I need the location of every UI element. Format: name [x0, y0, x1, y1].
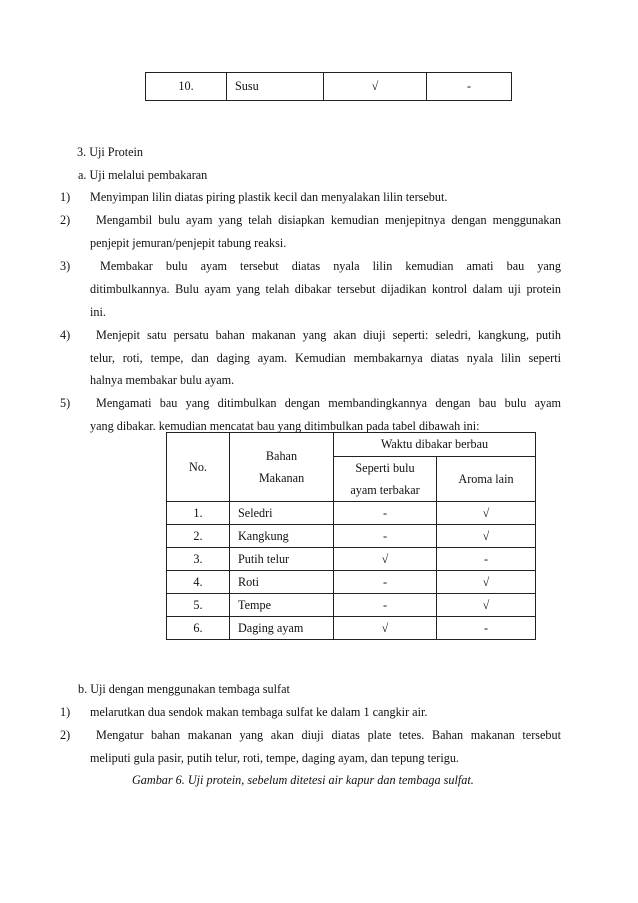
table-row: [167, 571, 536, 594]
step-number: 1): [60, 190, 71, 204]
cell-aroma: √: [437, 502, 536, 525]
cell-aroma: √: [437, 525, 536, 548]
cell-aroma: -: [437, 548, 536, 571]
table-row: [167, 594, 536, 617]
header-waktu: Waktu dibakar berbau: [334, 433, 536, 457]
header-bahan-line: Makanan: [258, 471, 305, 485]
cell-seperti: -: [334, 502, 437, 525]
cell-seperti: -: [334, 571, 437, 594]
step-text: Menyimpan lilin diatas piring plastik kecil dan menyalakan lilin tersebut.: [90, 190, 448, 204]
step-text: telur, roti, tempe, dan daging ayam. Kemudian membakarnya diatas nyala lilin seperti: [90, 351, 561, 365]
table-row: [146, 73, 512, 101]
cell-no: 2.: [167, 525, 230, 548]
cell-bahan: Tempe: [230, 594, 334, 617]
step-text: Mengatur bahan makanan yang akan diuji diatas plate tetes. Bahan makanan tersebut: [96, 728, 561, 742]
step-number: 2): [60, 728, 71, 742]
step-text: ini.: [90, 305, 106, 319]
cell-aroma: √: [437, 594, 536, 617]
odor-table: [166, 432, 536, 640]
table-cell: 10.: [146, 73, 227, 101]
header-aroma: Aroma lain: [437, 457, 536, 502]
step-text: halnya membakar bulu ayam.: [90, 373, 235, 387]
step-text: Mengamati bau yang ditimbulkan dengan membandingkannya dengan bau bulu ayam: [96, 396, 561, 410]
cell-bahan: Seledri: [230, 502, 334, 525]
table-cell: Susu: [227, 73, 324, 101]
header-bahan-line: Bahan: [265, 449, 298, 463]
step-number: 2): [60, 213, 71, 227]
header-bahan: [230, 433, 334, 502]
cell-no: 5.: [167, 594, 230, 617]
step-text: Membakar bulu ayam tersebut diatas nyala lilin kemudian amati bau yang: [100, 259, 561, 273]
step-text: meliputi gula pasir, putih telur, roti, tempe, daging ayam, dan tepung terigu.: [90, 751, 459, 765]
step-number: 1): [60, 705, 71, 719]
step-number: 5): [60, 396, 71, 410]
cell-aroma: -: [437, 617, 536, 640]
step-number: 4): [60, 328, 71, 342]
cell-aroma: √: [437, 571, 536, 594]
table-row: [167, 617, 536, 640]
cell-bahan: Daging ayam: [230, 617, 334, 640]
table-row: [167, 548, 536, 571]
step-text: yang dibakar. kemudian mencatat bau yang ditimbulkan pada tabel dibawah ini:: [90, 419, 480, 433]
cell-bahan: Kangkung: [230, 525, 334, 548]
cell-no: 6.: [167, 617, 230, 640]
cell-seperti: -: [334, 525, 437, 548]
table-header-row: [167, 433, 536, 457]
header-seperti-line: Seperti bulu: [355, 461, 415, 475]
step-text: penjepit jemuran/penjepit tabung reaksi.: [90, 236, 287, 250]
cell-no: 3.: [167, 548, 230, 571]
top-table: [145, 72, 512, 101]
step-text: Menjepit satu persatu bahan makanan yang akan diuji seperti: seledri, kangkung, putih: [96, 328, 561, 342]
table-cell: √: [324, 73, 427, 101]
step-number: 3): [60, 259, 71, 273]
cell-seperti: √: [334, 548, 437, 571]
figure-caption: Gambar 6. Uji protein, sebelum ditetesi air kapur dan tembaga sulfat.: [132, 773, 474, 787]
cell-no: 1.: [167, 502, 230, 525]
subsection-b-title: b. Uji dengan menggunakan tembaga sulfat: [78, 682, 290, 696]
header-no: No.: [167, 433, 230, 502]
step-text: Mengambil bulu ayam yang telah disiapkan kemudian menjepitnya dengan menggunakan: [96, 213, 561, 227]
table-row: [167, 502, 536, 525]
cell-bahan: Roti: [230, 571, 334, 594]
step-text: ditimbulkannya. Bulu ayam yang telah dibakar tersebut dijadikan kontrol dalam uji protein: [90, 282, 561, 296]
subsection-a-title: a. Uji melalui pembakaran: [78, 168, 208, 182]
table-row: [167, 525, 536, 548]
cell-bahan: Putih telur: [230, 548, 334, 571]
header-seperti-line: ayam terbakar: [350, 483, 420, 497]
table-cell: -: [427, 73, 512, 101]
step-text: melarutkan dua sendok makan tembaga sulfat ke dalam 1 cangkir air.: [90, 705, 428, 719]
section-title: 3. Uji Protein: [77, 145, 144, 159]
cell-no: 4.: [167, 571, 230, 594]
cell-seperti: √: [334, 617, 437, 640]
header-seperti: [334, 457, 437, 502]
cell-seperti: -: [334, 594, 437, 617]
